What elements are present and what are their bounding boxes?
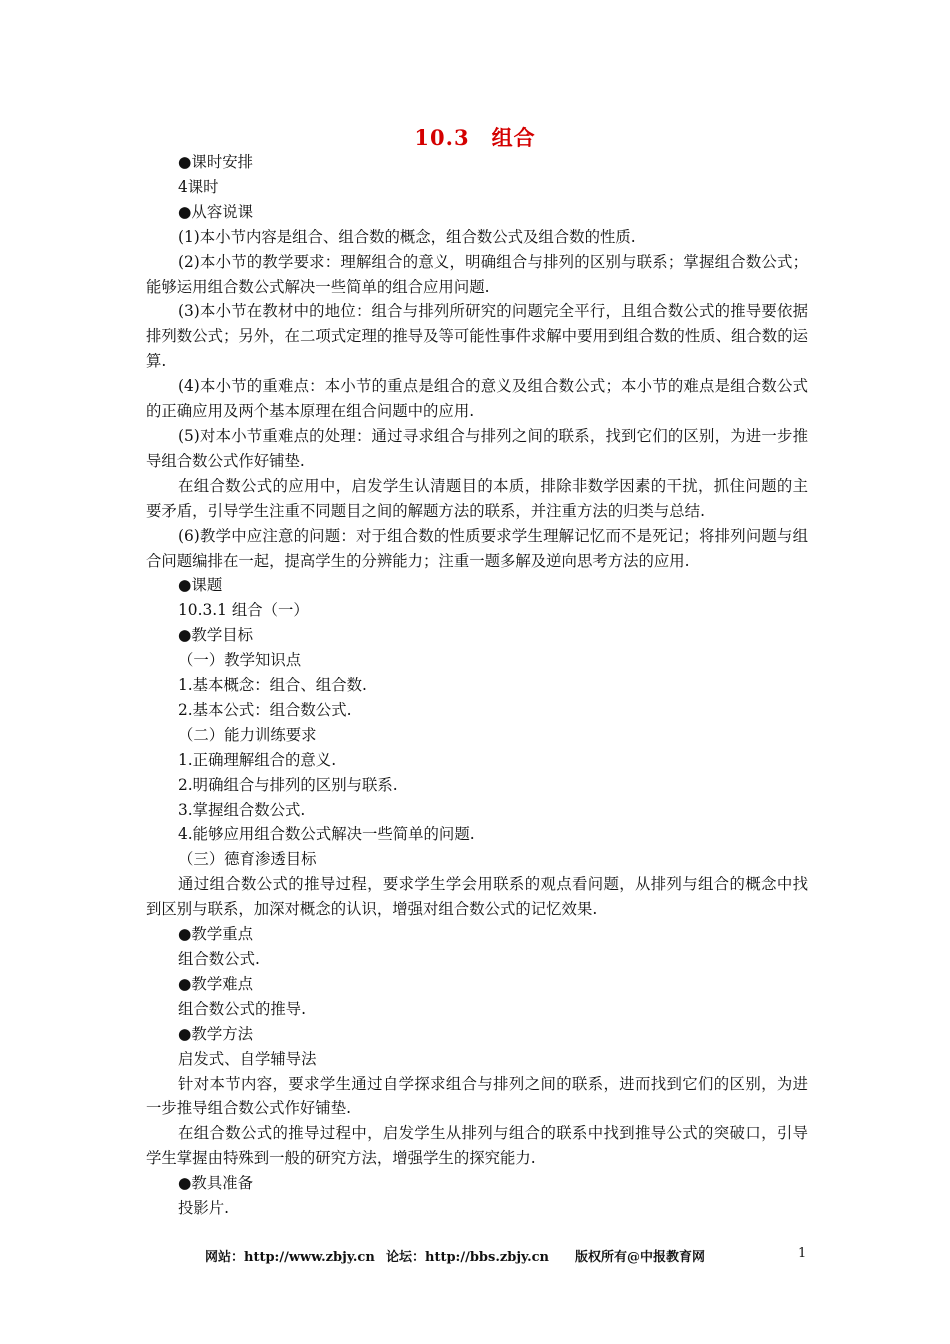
paragraph: ●教学目标 bbox=[178, 626, 253, 645]
page-number: 1 bbox=[798, 1246, 807, 1261]
paragraph: (1)本小节内容是组合、组合数的概念，组合数公式及组合数的性质. bbox=[178, 227, 636, 246]
paragraph: 3.掌握组合数公式. bbox=[178, 800, 306, 819]
paragraph: 组合数公式. bbox=[178, 950, 260, 968]
paragraph: ●教学重点 bbox=[178, 925, 253, 944]
paragraph: 10.3.1 组合（一） bbox=[178, 601, 309, 620]
paragraph: （一）教学知识点 bbox=[178, 651, 302, 670]
paragraph: （三）德育渗透目标 bbox=[178, 850, 317, 869]
paragraph: （二）能力训练要求 bbox=[178, 725, 317, 744]
footer-website: 网站：http://www.zbjy.cn bbox=[205, 1250, 375, 1265]
paragraph: (2)本小节的教学要求：理解组合的意义，明确组合与排列的区别与联系；掌握组合数公式；能够运用组合数公式解决一些简单的组合应用问题. bbox=[146, 252, 808, 296]
paragraph: 组合数公式的推导. bbox=[178, 999, 307, 1018]
paragraph: (4)本小节的重难点：本小节的重点是组合的意义及组合数公式；本小节的难点是组合数公式的正确应用及两个基本原理在组合问题中的应用. bbox=[146, 377, 808, 421]
paragraph: 1.正确理解组合的意义. bbox=[178, 750, 337, 769]
paragraph: 4课时 bbox=[178, 177, 219, 196]
paragraph: 2.基本公式：组合数公式. bbox=[178, 700, 352, 719]
footer-copyright: 版权所有@中报教育网 bbox=[575, 1250, 706, 1265]
paragraph: (6)教学中应注意的问题：对于组合数的性质要求学生理解记忆而不是死记；将排列问题与组合问题编排在一起，提高学生的分辨能力；注重一题多解及逆向思考方法的应用. bbox=[146, 526, 808, 570]
paragraph: 在组合数公式的应用中，启发学生认清题目的本质，排除非数学因素的干扰，抓住问题的主要矛盾，引导学生注重不同题目之间的解题方法的联系，并注重方法的归类与总结. bbox=[146, 476, 808, 520]
paragraph: 4.能够应用组合数公式解决一些简单的问题. bbox=[178, 825, 475, 844]
paragraph: (3)本小节在教材中的地位：组合与排列所研究的问题完全平行，且组合数公式的推导要依据排列数公式；另外，在二项式定理的推导及等可能性事件求解中要用到组合数的性质、组合数的运算. bbox=[146, 302, 808, 371]
paragraph: (5)对本小节重难点的处理：通过寻求组合与排列之间的联系，找到它们的区别，为进一步推导组合数公式作好铺垫. bbox=[146, 426, 808, 470]
paragraph: ●教具准备 bbox=[178, 1174, 253, 1193]
paragraph: 投影片. bbox=[178, 1199, 230, 1218]
paragraph: 在组合数公式的推导过程中，启发学生从排列与组合的联系中找到推导公式的突破口，引导学生掌握由特殊到一般的研究方法，增强学生的探究能力. bbox=[146, 1124, 808, 1168]
paragraph: ●课时安排 bbox=[178, 153, 253, 171]
page-footer bbox=[0, 1246, 950, 1270]
paragraph: 启发式、自学辅导法 bbox=[178, 1049, 317, 1068]
body-content bbox=[146, 150, 808, 1221]
paragraph: 1.基本概念：组合、组合数. bbox=[178, 676, 367, 695]
paragraph: ●课题 bbox=[178, 576, 223, 595]
paragraph: ●教学方法 bbox=[178, 1024, 253, 1043]
paragraph: ●教学难点 bbox=[178, 974, 253, 993]
footer-forum: 论坛：http://bbs.zbjy.cn bbox=[386, 1250, 550, 1265]
paragraph: 通过组合数公式的推导过程，要求学生学会用联系的观点看问题，从排列与组合的概念中找到区别与联系，加深对概念的认识，增强对组合数公式的记忆效果. bbox=[146, 875, 808, 919]
paragraph: 2.明确组合与排列的区别与联系. bbox=[178, 775, 398, 794]
paragraph: 针对本节内容，要求学生通过自学探求组合与排列之间的联系，进而找到它们的区别，为进一步推导组合数公式作好铺垫. bbox=[146, 1074, 808, 1118]
paragraph: ●从容说课 bbox=[178, 202, 253, 221]
section-title: 10.3 组合 bbox=[414, 125, 536, 150]
